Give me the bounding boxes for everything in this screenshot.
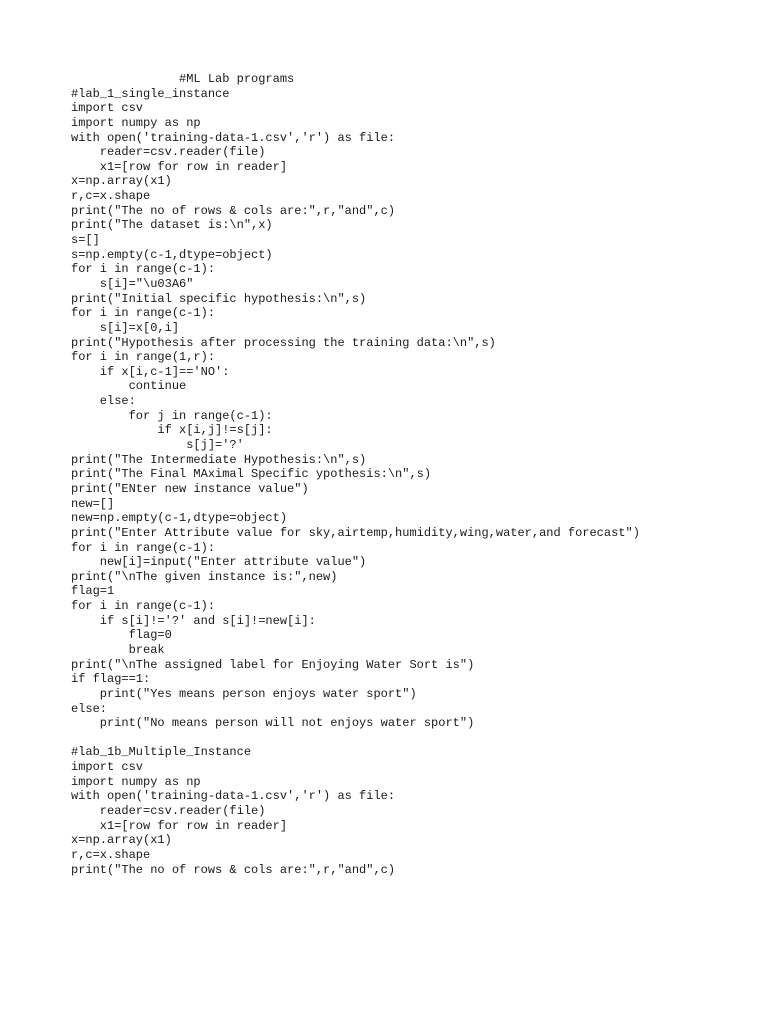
code-line: import csv bbox=[71, 101, 144, 116]
code-line: import csv bbox=[71, 760, 144, 775]
code-line: else: bbox=[71, 701, 108, 716]
code-line: print("ENter new instance value") bbox=[71, 481, 309, 496]
code-line: #lab_1_single_instance bbox=[71, 86, 230, 101]
code-line: for i in range(c-1): bbox=[71, 599, 216, 614]
code-line: s=np.empty(c-1,dtype=object) bbox=[71, 247, 273, 262]
code-line: s=[] bbox=[71, 233, 100, 248]
code-line bbox=[71, 731, 751, 746]
code-line: for i in range(c-1): bbox=[71, 262, 216, 277]
code-line: print("\nThe assigned label for Enjoying Water Sort is") bbox=[71, 657, 475, 672]
code-line: with open('training-data-1.csv','r') as file: bbox=[71, 789, 396, 804]
code-line: import numpy as np bbox=[71, 774, 201, 789]
code-line: print("The no of rows & cols are:",r,"and",c) bbox=[71, 203, 396, 218]
code-line: print("Initial specific hypothesis:\n",s) bbox=[71, 291, 367, 306]
code-line: r,c=x.shape bbox=[71, 189, 151, 204]
code-line: flag=0 bbox=[71, 628, 172, 643]
code-line: if flag==1: bbox=[71, 672, 151, 687]
code-line: for i in range(c-1): bbox=[71, 540, 216, 555]
code-line: x1=[row for row in reader] bbox=[71, 159, 288, 174]
code-line: r,c=x.shape bbox=[71, 847, 151, 862]
code-line: x1=[row for row in reader] bbox=[71, 818, 288, 833]
code-line: s[i]=x[0,i] bbox=[71, 320, 180, 335]
code-line: flag=1 bbox=[71, 584, 115, 599]
code-listing bbox=[71, 72, 751, 877]
code-line: new=np.empty(c-1,dtype=object) bbox=[71, 511, 288, 526]
code-line: for i in range(1,r): bbox=[71, 350, 216, 365]
code-line: print("Hypothesis after processing the training data:\n",s) bbox=[71, 335, 496, 350]
code-line: print("The Intermediate Hypothesis:\n",s) bbox=[71, 452, 367, 467]
code-line: new=[] bbox=[71, 496, 115, 511]
code-line: #ML Lab programs bbox=[71, 72, 295, 86]
code-line: reader=csv.reader(file) bbox=[71, 804, 266, 819]
code-line: print("Yes means person enjoys water sport") bbox=[71, 686, 417, 701]
code-line: if x[i,c-1]=='NO': bbox=[71, 364, 230, 379]
code-line: print("The Final MAximal Specific ypothesis:\n",s) bbox=[71, 467, 432, 482]
code-line: reader=csv.reader(file) bbox=[71, 145, 266, 160]
code-line: continue bbox=[71, 379, 187, 394]
code-line: print("The no of rows & cols are:",r,"and",c) bbox=[71, 862, 396, 877]
code-line: import numpy as np bbox=[71, 115, 201, 130]
code-line: break bbox=[71, 642, 165, 657]
code-line: for j in range(c-1): bbox=[71, 408, 273, 423]
code-line: print("Enter Attribute value for sky,airtemp,humidity,wing,water,and forecast") bbox=[71, 525, 640, 540]
code-line: if x[i,j]!=s[j]: bbox=[71, 423, 273, 438]
code-line: with open('training-data-1.csv','r') as file: bbox=[71, 130, 396, 145]
code-line: s[i]="\u03A6" bbox=[71, 276, 194, 291]
code-line: s[j]='?' bbox=[71, 438, 244, 453]
code-line: else: bbox=[71, 394, 136, 409]
code-line: print("No means person will not enjoys water sport") bbox=[71, 716, 475, 731]
code-line: x=np.array(x1) bbox=[71, 833, 172, 848]
code-line: print("\nThe given instance is:",new) bbox=[71, 569, 338, 584]
code-line: #lab_1b_Multiple_Instance bbox=[71, 745, 252, 760]
code-line: if s[i]!='?' and s[i]!=new[i]: bbox=[71, 613, 316, 628]
code-line: new[i]=input("Enter attribute value") bbox=[71, 555, 367, 570]
code-line: print("The dataset is:\n",x) bbox=[71, 218, 273, 233]
code-line: x=np.array(x1) bbox=[71, 174, 172, 189]
code-line: for i in range(c-1): bbox=[71, 306, 216, 321]
